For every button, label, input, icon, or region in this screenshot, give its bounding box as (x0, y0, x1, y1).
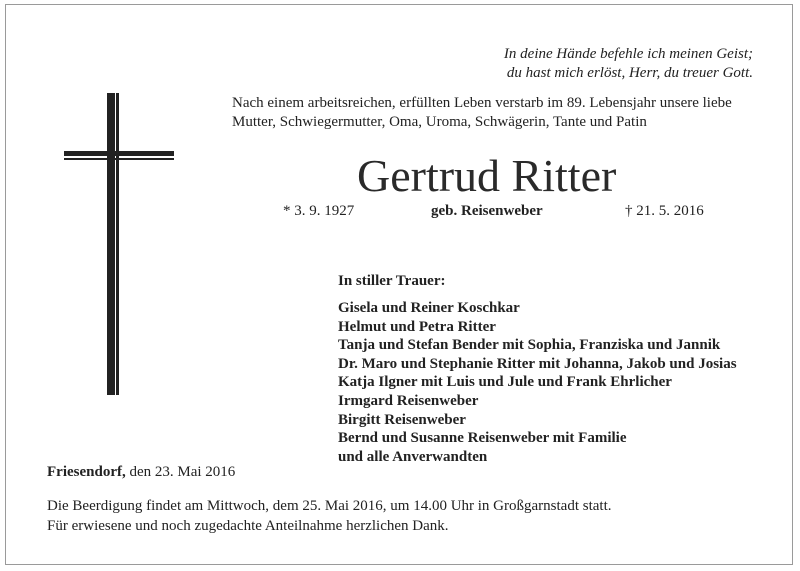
mourner: Birgitt Reisenweber (338, 411, 466, 428)
mourner: Bernd und Susanne Reisenweber mit Familie (338, 430, 627, 447)
quote-line: du hast mich erlöst, Herr, du treuer Gott. (506, 65, 753, 81)
funeral-info (47, 496, 612, 536)
funeral-line: Die Beerdigung findet am Mittwoch, dem 25. Mai 2016, um 14.00 Uhr in Großgarnstadt statt. (47, 498, 612, 514)
thanks-line: Für erwiesene und noch zugedachte Anteilnahme herzlichen Dank. (47, 518, 449, 534)
mourner: Tanja und Stefan Bender mit Sophia, Franziska und Jannik (338, 337, 721, 354)
quote-line: In deine Hände befehle ich meinen Geist; (503, 46, 753, 62)
mourner: Dr. Maro und Stephanie Ritter mit Johanna, Jakob und Josias (338, 355, 737, 372)
mourners-list (338, 299, 737, 466)
deceased-name: Gertrud Ritter (357, 150, 617, 201)
mourning-label: In stiller Trauer: (338, 273, 446, 289)
bible-quote (504, 45, 753, 83)
maiden-name: geb. Reisenweber (431, 203, 543, 219)
place-date (47, 464, 235, 481)
place: Friesendorf, (47, 464, 126, 480)
date: den 23. Mai 2016 (129, 464, 236, 480)
mourner: Irmgard Reisenweber (338, 392, 479, 409)
intro-text (232, 94, 732, 132)
death-date: † 21. 5. 2016 (625, 203, 704, 219)
intro-line: Mutter, Schwiegermutter, Oma, Uroma, Schwägerin, Tante und Patin (232, 114, 647, 130)
mourner: und alle Anverwandten (338, 448, 488, 465)
intro-line: Nach einem arbeitsreichen, erfüllten Leben verstarb im 89. Lebensjahr unsere liebe (232, 95, 732, 111)
mourner: Helmut und Petra Ritter (338, 318, 496, 335)
mourner: Gisela und Reiner Koschkar (338, 300, 520, 316)
birth-date: * 3. 9. 1927 (283, 203, 355, 219)
cross-icon (64, 93, 174, 395)
mourner: Katja Ilgner mit Luis und Jule und Frank Ehrlicher (338, 374, 672, 391)
